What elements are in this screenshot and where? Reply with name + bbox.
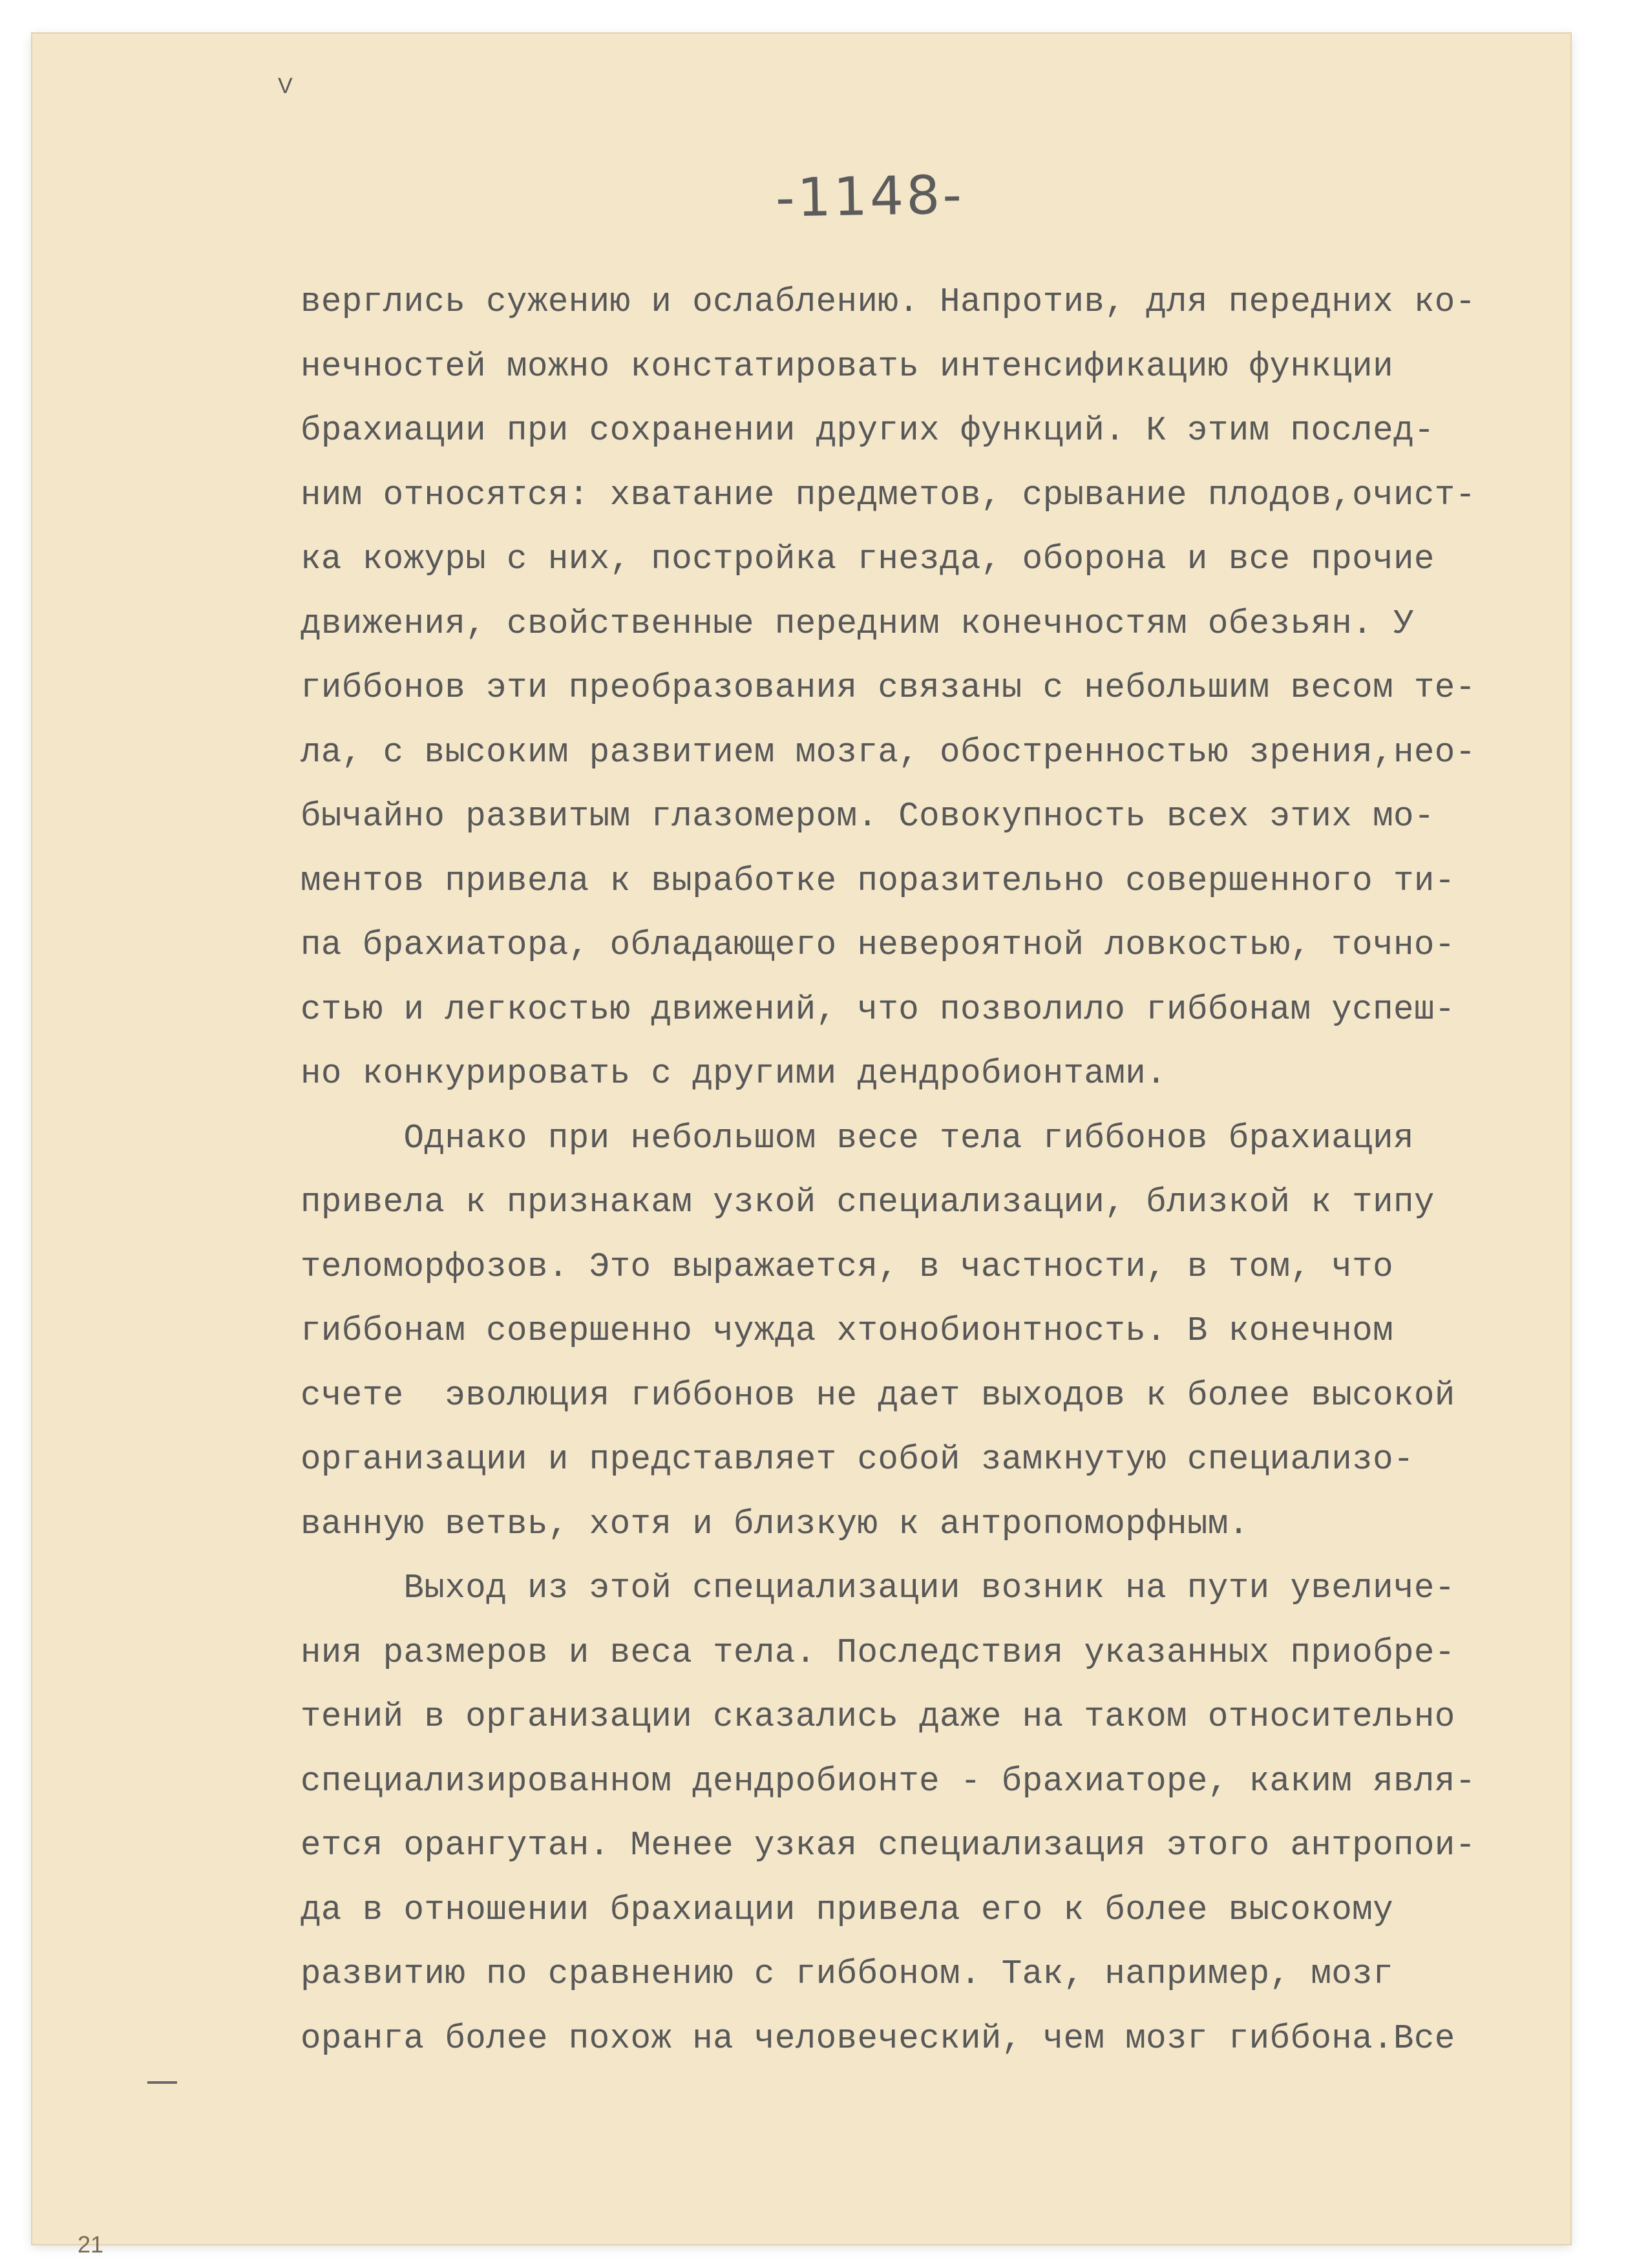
text-line: Выход из этой специализации возник на пути увеличе-: [301, 1569, 1455, 1607]
text-line: развитию по сравнению с гиббоном. Так, например, мозг: [301, 1955, 1393, 1993]
text-line: стью и легкостью движений, что позволило гиббонам успеш-: [301, 990, 1455, 1029]
text-line: бычайно развитым глазомером. Совокупность всех этих мо-: [301, 797, 1435, 836]
paragraph-3: [301, 1556, 1561, 2071]
text-line: но конкурировать с другими дендробионтами.: [301, 1054, 1167, 1093]
text-line: специализированном дендробионте - брахиаторе, каким явля-: [301, 1761, 1476, 1801]
text-line: теломорфозов. Это выражается, в частности, в том, что: [301, 1247, 1393, 1286]
text-line: привела к признакам узкой специализации, близкой к типу: [301, 1183, 1435, 1222]
text-line: ка кожуры с них, постройка гнезда, оборона и все прочие: [301, 540, 1435, 578]
page-number: -1148-: [775, 164, 965, 229]
text-line: па брахиатора, обладающего невероятной ловкостью, точно-: [301, 926, 1455, 964]
text-line: да в отношении брахиации привела его к более высокому: [301, 1890, 1393, 1929]
text-line: тений в организации сказались даже на таком относительно: [301, 1697, 1455, 1736]
text-line: гиббонам совершенно чужда хтонобионтность. В конечном: [301, 1311, 1393, 1350]
paragraph-1: [301, 270, 1561, 1107]
text-line: оранга более похож на человеческий, чем мозг гиббона.Все: [301, 2019, 1455, 2058]
bottom-margin-mark: 21: [78, 2231, 104, 2258]
text-line: нечностей можно констатировать интенсификацию функции: [301, 346, 1393, 386]
text-line: ется орангутан. Менее узкая специализация этого антропои-: [301, 1826, 1476, 1865]
margin-mark: V: [278, 74, 293, 98]
text-line: организации и представляет собой замкнутую специализо-: [301, 1440, 1414, 1479]
text-line: счете эволюция гиббонов не дает выходов к более высокой: [301, 1375, 1455, 1415]
text-line: ним относятся: хватание предметов, срывание плодов,очист-: [301, 475, 1476, 514]
text-line: ментов привела к выработке поразительно совершенного ти-: [301, 861, 1455, 900]
text-line: ла, с высоким развитием мозга, обостренностью зрения,нео-: [301, 732, 1476, 772]
text-line: ванную ветвь, хотя и близкую к антропоморфным.: [301, 1504, 1249, 1543]
text-line: Однако при небольшом весе тела гиббонов брахиация: [301, 1118, 1414, 1158]
text-line: брахиации при сохранении других функций. К этим послед-: [301, 411, 1435, 450]
text-line: ния размеров и веса тела. Последствия указанных приобре-: [301, 1633, 1455, 1672]
text-line: верглись сужению и ослаблению. Напротив, для передних ко-: [301, 282, 1476, 321]
text-line: движения, свойственные передним конечностям обезьян. У: [301, 604, 1414, 643]
text-line: гиббонов эти преобразования связаны с небольшим весом те-: [301, 668, 1476, 707]
paragraph-2: [301, 1107, 1561, 1557]
typewritten-text: [301, 270, 1561, 2071]
margin-dash: [147, 2081, 177, 2084]
